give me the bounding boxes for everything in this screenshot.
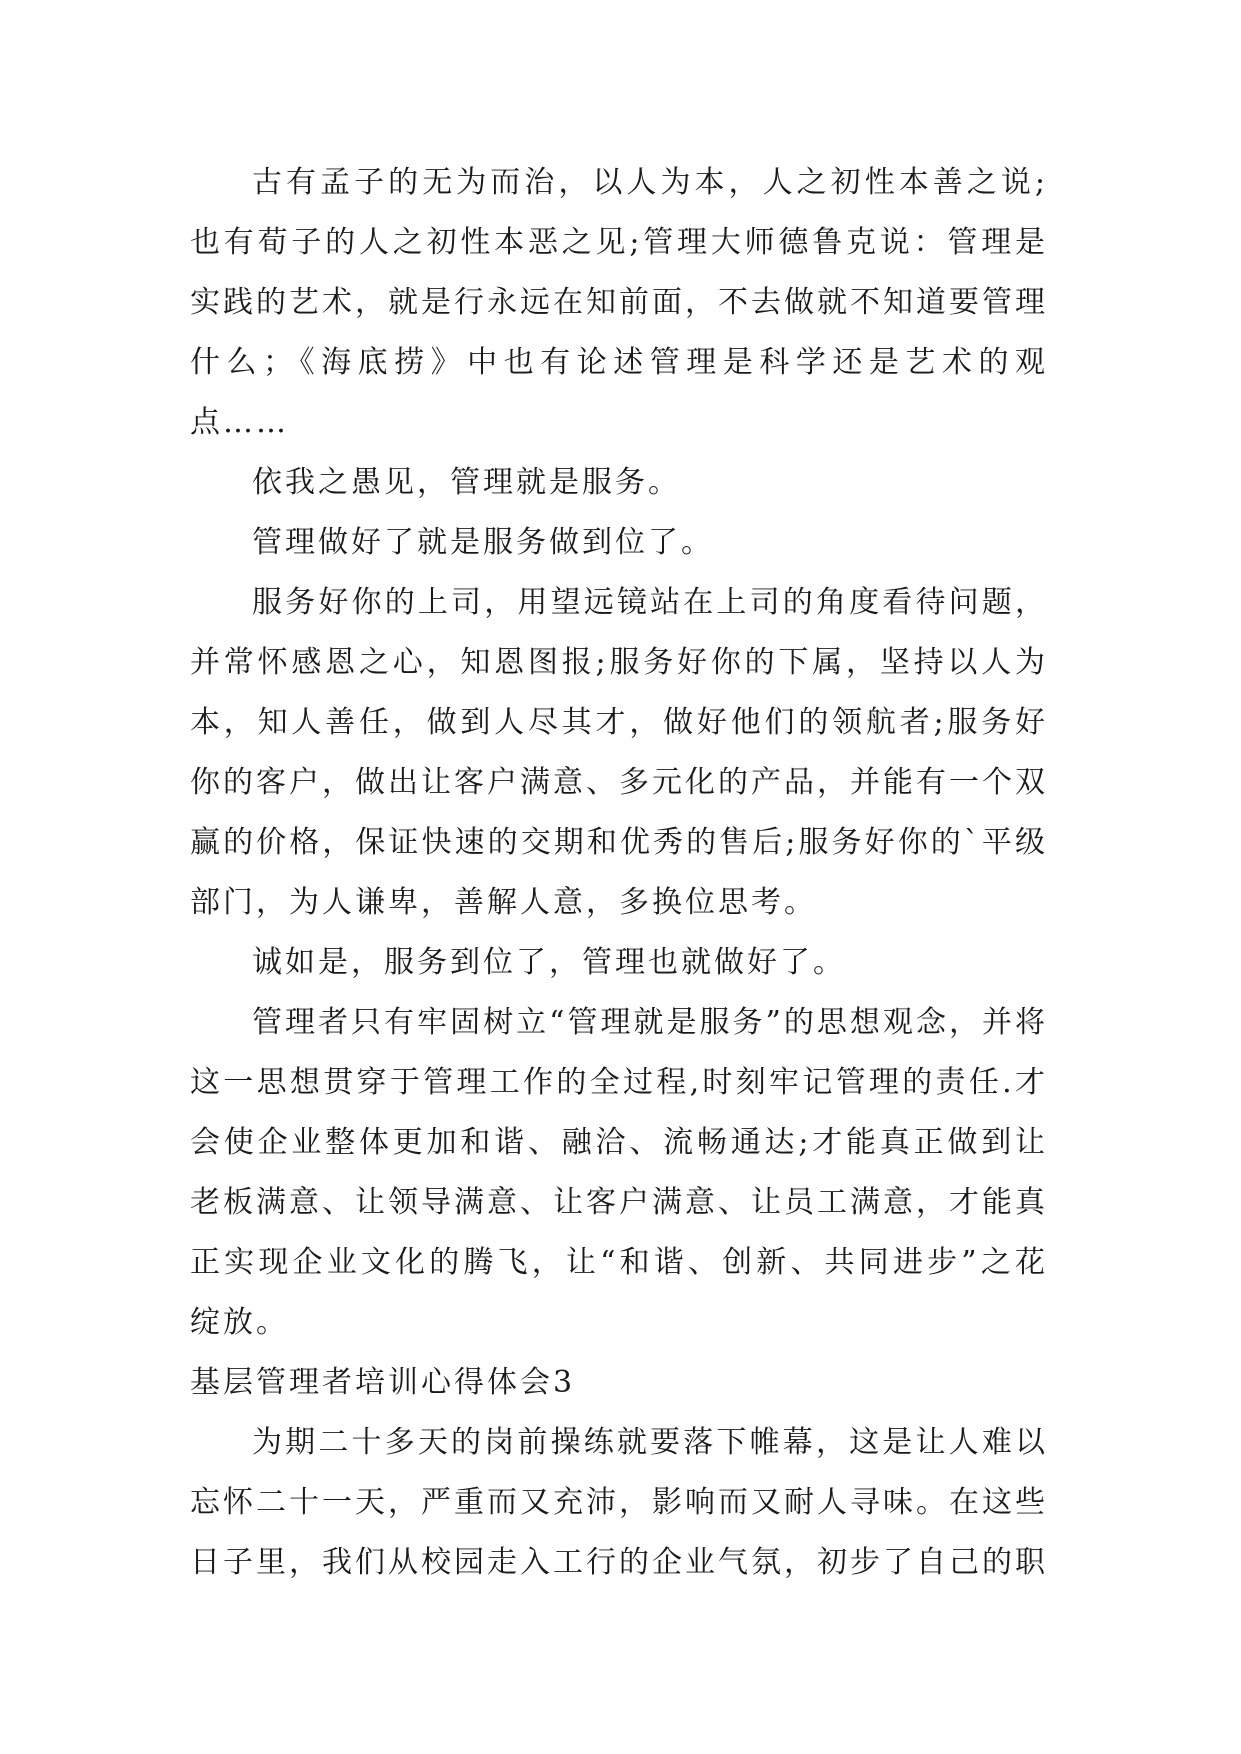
section-heading: 基层管理者培训心得体会3	[190, 1365, 576, 1400]
paragraph-serve-stakeholders: 服务好你的上司，用望远镜站在上司的角度看待问题，并常怀感恩之心，知恩图报;服务好你的下属，坚持以人为本，知人善任，做到人尽其才，做好他们的领航者;服务好你的客户，做出让客户满意、多元化的产品，并能有一个双赢的价格，保证快速的交期和优秀的售后;服务好你的`平级部门，为人谦卑，善解人意，多换位思考。	[190, 585, 1048, 920]
paragraph-pre-job-training: 为期二十多天的岗前操练就要落下帷幕，这是让人难以忘怀二十一天，严重而又充沛，影响而又耐人寻味。在这些日子里，我们从校园走入工行的企业气氛，初步了自己的职	[190, 1425, 1048, 1580]
paragraph-management-done-well: 管理做好了就是服务做到位了。	[252, 525, 714, 560]
document-body	[190, 153, 1048, 1593]
paragraph-service-in-place: 诚如是，服务到位了，管理也就做好了。	[252, 945, 846, 980]
paragraph-management-is-service: 依我之愚见，管理就是服务。	[252, 465, 681, 500]
paragraph-management-concept: 管理者只有牢固树立“管理就是服务”的思想观念，并将这一思想贯穿于管理工作的全过程,时刻牢记管理的责任.才会使企业整体更加和谐、融洽、流畅通达;才能真正做到让老板满意、让领导满意、让客户满意、让员工满意，才能真正实现企业文化的腾飞，让“和谐、创新、共同进步”之花绽放。	[190, 1005, 1048, 1340]
paragraph-mencius-xunzi: 古有孟子的无为而治，以人为本，人之初性本善之说;也有荀子的人之初性本恶之见;管理大师德鲁克说：管理是实践的艺术，就是行永远在知前面，不去做就不知道要管理什么；《海底捞》中也有论述管理是科学还是艺术的观点……	[190, 165, 1048, 440]
